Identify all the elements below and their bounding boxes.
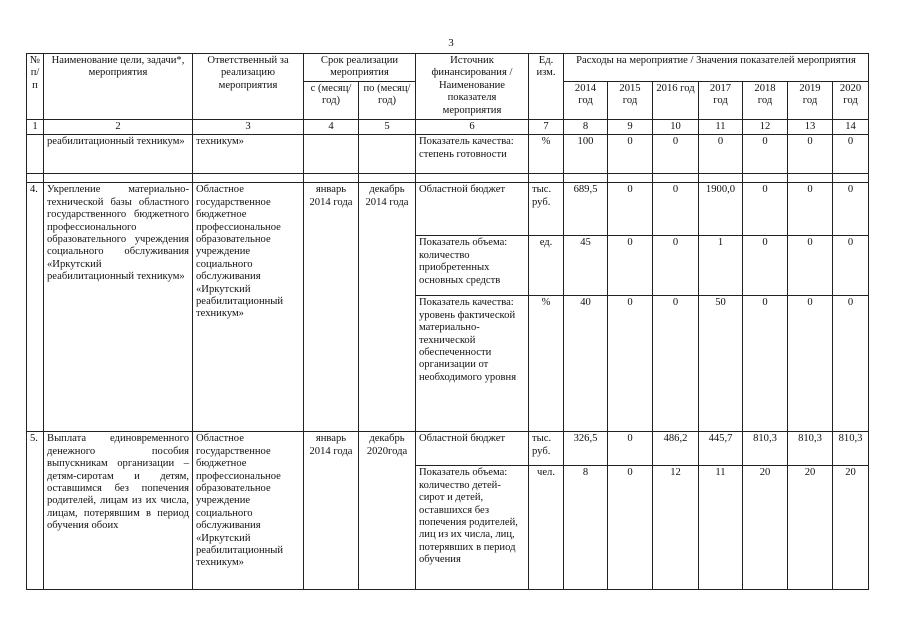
indicator-name: Показатель объема: количество приобретенных основных средств	[416, 236, 529, 296]
value: 0	[743, 236, 788, 296]
value: 445,7	[699, 432, 743, 466]
column-number: 10	[653, 120, 699, 135]
indicator-name: Показатель объема: количество детей-сирот и детей, оставшихся без попечения родителей, лиц из их числа, лиц, потерявших в период обучения	[416, 466, 529, 590]
value: 689,5	[564, 183, 608, 236]
value: 810,3	[743, 432, 788, 466]
header-unit: Ед. изм.	[529, 54, 564, 120]
table-row	[27, 135, 869, 174]
header-year: 2020 год	[833, 82, 869, 120]
value: 11	[699, 466, 743, 590]
column-number: 3	[193, 120, 304, 135]
activity-number: 4.	[27, 183, 44, 432]
column-number: 7	[529, 120, 564, 135]
unit: тыс. руб.	[529, 183, 564, 236]
value: 0	[743, 183, 788, 236]
period-to: декабрь 2014 года	[359, 183, 416, 432]
column-number: 12	[743, 120, 788, 135]
period-from: январь 2014 года	[304, 432, 359, 590]
activity-name: реабилитационный техникум»	[44, 135, 193, 174]
value: 0	[699, 135, 743, 174]
value: 20	[788, 466, 833, 590]
column-number: 5	[359, 120, 416, 135]
header-year: 2016 год	[653, 82, 699, 120]
funding-source: Областной бюджет	[416, 183, 529, 236]
header-period: Срок реализации мероприятия	[304, 54, 416, 82]
value: 100	[564, 135, 608, 174]
value: 0	[608, 296, 653, 432]
column-number: 4	[304, 120, 359, 135]
period-from: январь 2014 года	[304, 183, 359, 432]
value: 0	[788, 296, 833, 432]
value: 0	[608, 135, 653, 174]
header-period-to: по (месяц/год)	[359, 82, 416, 120]
value: 486,2	[653, 432, 699, 466]
header-period-from: с (месяц/год)	[304, 82, 359, 120]
header-year: 2014 год	[564, 82, 608, 120]
activity-name: Выплата единовременного денежного пособия выпускникам организации – детям-сиротам и детям, оставшимся без попечения родителей, лицам из их числа, лицам, потерявшим в период обучения обоих	[44, 432, 193, 590]
value: 0	[653, 296, 699, 432]
value: 0	[608, 183, 653, 236]
unit: ед.	[529, 236, 564, 296]
activity-name: Укрепление материально-технической базы областного государственного бюджетного профессионального образовательного учреждения социального обслуживания «Иркутский реабилитационный техникум»	[44, 183, 193, 432]
unit: %	[529, 135, 564, 174]
value: 0	[653, 135, 699, 174]
column-number: 14	[833, 120, 869, 135]
header-year: 2018 год	[743, 82, 788, 120]
indicator-name: Показатель качества: степень готовности	[416, 135, 529, 174]
value: 810,3	[788, 432, 833, 466]
value: 326,5	[564, 432, 608, 466]
value: 0	[833, 183, 869, 236]
value: 1	[699, 236, 743, 296]
value: 0	[833, 296, 869, 432]
value: 0	[788, 236, 833, 296]
header-year: 2017 год	[699, 82, 743, 120]
header-year: 2019 год	[788, 82, 833, 120]
value: 45	[564, 236, 608, 296]
responsible: техникум»	[193, 135, 304, 174]
value: 0	[833, 236, 869, 296]
column-number: 11	[699, 120, 743, 135]
value: 20	[743, 466, 788, 590]
value: 1900,0	[699, 183, 743, 236]
value: 0	[743, 135, 788, 174]
activities-table	[26, 53, 869, 590]
value: 0	[653, 183, 699, 236]
header-name: Наименование цели, задачи*, мероприятия	[44, 54, 193, 120]
table-row	[27, 183, 869, 236]
header-num: № п/п	[27, 54, 44, 120]
value: 8	[564, 466, 608, 590]
header-year: 2015 год	[608, 82, 653, 120]
unit: чел.	[529, 466, 564, 590]
value: 50	[699, 296, 743, 432]
value: 40	[564, 296, 608, 432]
value: 0	[608, 466, 653, 590]
header-source: Источник финансирования / Наименование показателя мероприятия	[416, 54, 529, 120]
value: 20	[833, 466, 869, 590]
value: 0	[608, 432, 653, 466]
value: 0	[743, 296, 788, 432]
header-expenses: Расходы на мероприятие / Значения показателей мероприятия	[564, 54, 869, 82]
page-number: 3	[448, 37, 454, 49]
column-number: 6	[416, 120, 529, 135]
unit: %	[529, 296, 564, 432]
responsible: Областное государственное бюджетное профессиональное образовательное учреждение социального обслуживания «Иркутский реабилитационный техникум»	[193, 183, 304, 432]
table-row	[27, 432, 869, 466]
value: 0	[833, 135, 869, 174]
value: 0	[608, 236, 653, 296]
value: 810,3	[833, 432, 869, 466]
column-number: 9	[608, 120, 653, 135]
value: 0	[788, 135, 833, 174]
funding-source: Областной бюджет	[416, 432, 529, 466]
column-number: 13	[788, 120, 833, 135]
column-number: 1	[27, 120, 44, 135]
responsible: Областное государственное бюджетное профессиональное образовательное учреждение социального обслуживания «Иркутский реабилитационный техникум»	[193, 432, 304, 590]
column-number: 2	[44, 120, 193, 135]
header-responsible: Ответственный за реализацию мероприятия	[193, 54, 304, 120]
column-number: 8	[564, 120, 608, 135]
value: 12	[653, 466, 699, 590]
column-number-row	[27, 120, 869, 135]
indicator-name: Показатель качества: уровень фактической материально-технической обеспеченности организации от необходимого уровня	[416, 296, 529, 432]
period-to: декабрь 2020года	[359, 432, 416, 590]
activity-number: 5.	[27, 432, 44, 590]
unit: тыс. руб.	[529, 432, 564, 466]
value: 0	[653, 236, 699, 296]
value: 0	[788, 183, 833, 236]
